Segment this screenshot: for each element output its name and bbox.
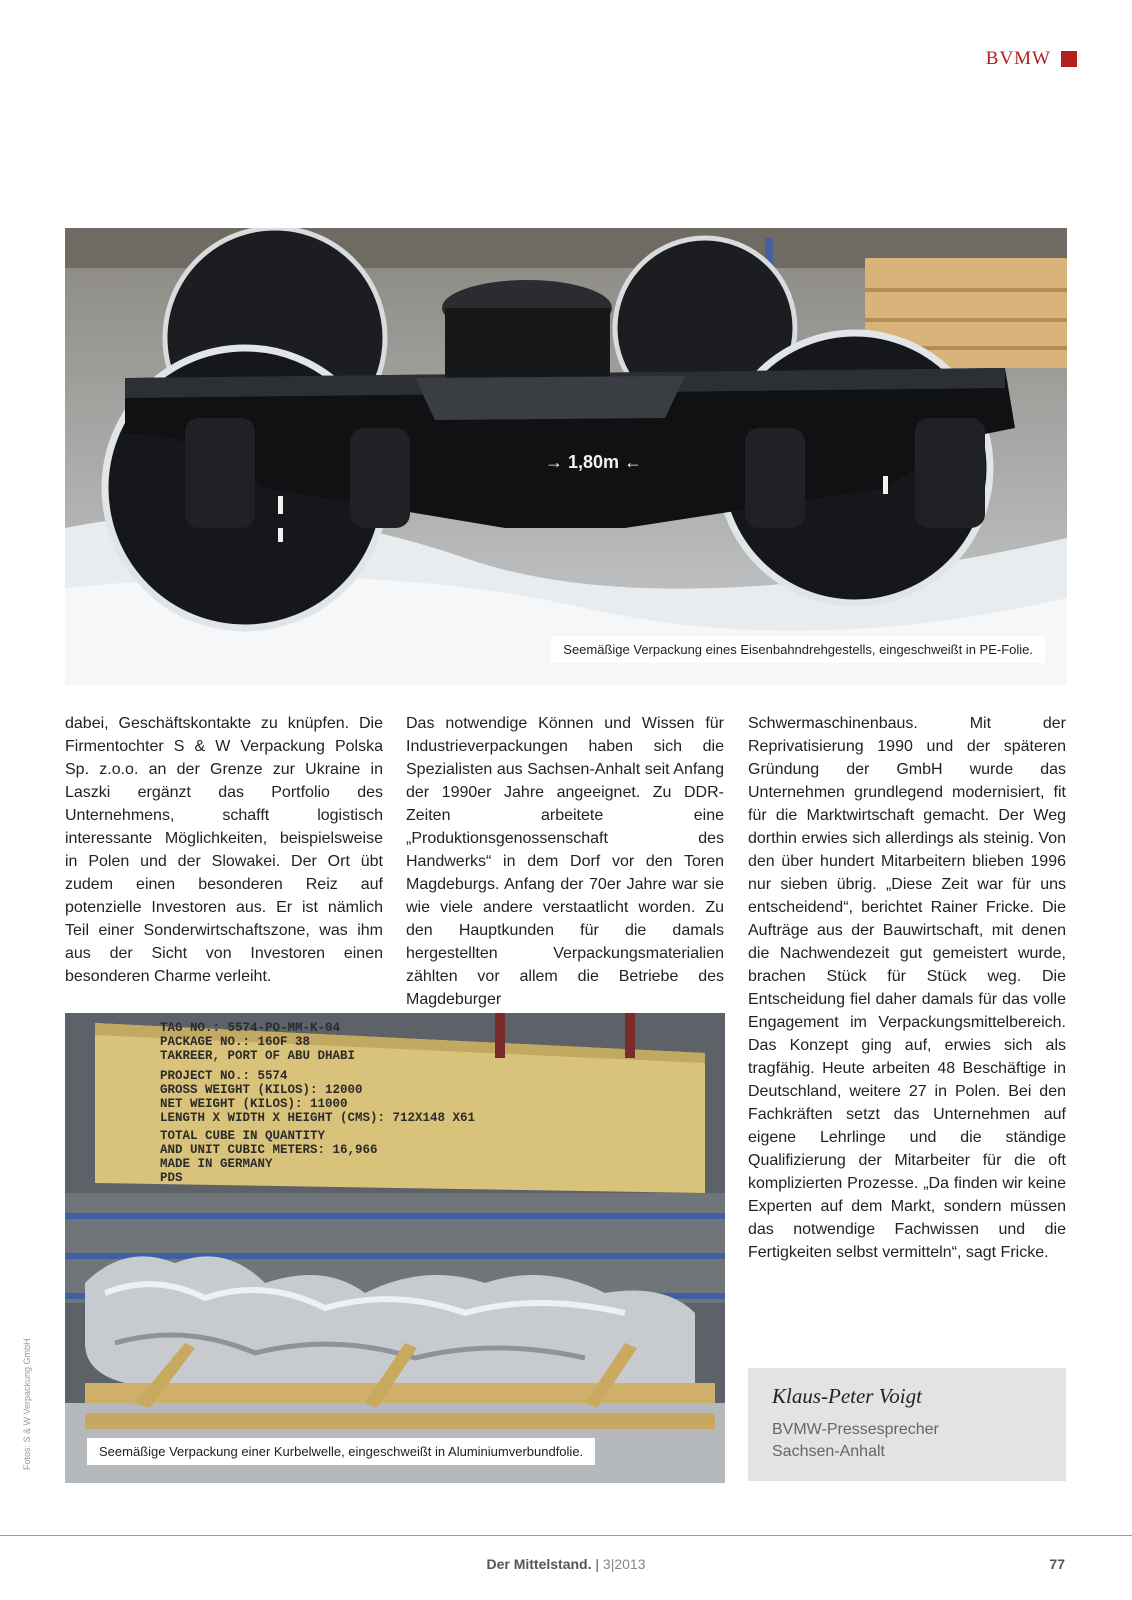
text-column-3 bbox=[748, 712, 1066, 1264]
crate-line-9: AND UNIT CUBIC METERS: 16,966 bbox=[160, 1143, 378, 1157]
publication-name: Der Mittelstand. bbox=[486, 1556, 592, 1572]
crate-line-3: TAKREER, PORT OF ABU DHABI bbox=[160, 1049, 356, 1063]
column-2-text: Das notwendige Können und Wissen für Industrieverpackungen haben sich die Spezialisten aus Sachsen-Anhalt seit Anfang der 1990er Jahre angeeignet. Zu DDR-Zeiten arbeitete eine „Produktionsgenossenschaft des Handwerks“ in dem Dorf vor den Toren Magdeburgs. Anfang der 70er Jahre war sie wie viele andere verstaatlicht worden. Zu den Hauptkunden für die damals hergestellten Verpackungsmaterialien zählten vor allem die Betriebe des Magdeburger bbox=[406, 715, 724, 1008]
footer-separator: | bbox=[591, 1556, 603, 1572]
author-region: Sachsen-Anhalt bbox=[772, 1443, 885, 1460]
author-box bbox=[748, 1368, 1066, 1481]
brand-label: BVMW bbox=[985, 48, 1051, 69]
page-number: 77 bbox=[1049, 1556, 1065, 1572]
text-column-2 bbox=[406, 712, 724, 1011]
caption-top: Seemäßige Verpackung eines Eisenbahndrehgestells, eingeschweißt in PE-Folie. bbox=[551, 636, 1045, 663]
crate-line-5: GROSS WEIGHT (KILOS): 12000 bbox=[160, 1083, 363, 1097]
header-brand bbox=[986, 48, 1077, 70]
bogie-illustration bbox=[65, 228, 1067, 685]
caption-bottom: Seemäßige Verpackung einer Kurbelwelle, eingeschweißt in Aluminiumverbundfolie. bbox=[87, 1438, 595, 1465]
crate-line-7: LENGTH X WIDTH X HEIGHT (CMS): 712X148 X61 bbox=[160, 1111, 476, 1125]
column-3-text: Schwermaschinenbaus. Mit der Reprivatisierung 1990 und der späteren Gründung der GmbH wurde das Unternehmen grundlegend modernisiert, fit für die Marktwirtschaft gemacht. Der Weg dorthin erwies sich allerdings als steinig. Von den über hundert Mitarbeitern blieben 1996 nur sieben übrig. „Diese Zeit war für uns entscheidend“, berichtet Rainer Fricke. Die Aufträge aus der Bauwirtschaft, mit denen die Nachwendezeit gut gemeistert wurde, brachen Stück für Stück weg. Die Entscheidung fiel daher damals für das volle Engagement im Verpackungsmittelbereich. Das Konzept ging auf, erwies sich als tragfähig. Heute arbeiten 48 Beschäftige in Deutschland, weitere 27 in Polen. Bei den Fachkräften setzt das Unternehmen auf eigene Lehrlinge und die ständige Qualifizierung der Mitarbeiter für die oft komplizierten Prozesse. „Da finden wir keine Experten auf dem Markt, sondern müssen das notwendige Fachwissen und die Fertigkeiten selbst vermitteln“, sagt Fricke. bbox=[748, 715, 1066, 1261]
crate-line-10: MADE IN GERMANY bbox=[160, 1157, 273, 1171]
photo-crankshaft-crate bbox=[65, 1013, 725, 1483]
bogie-marking: → 1,80m ← bbox=[545, 452, 643, 472]
issue-number: 3|2013 bbox=[602, 1556, 646, 1572]
column-1-text: dabei, Geschäftskontakte zu knüpfen. Die Firmentochter S & W Verpackung Polska Sp. z.o.o. an der Grenze zur Ukraine in Laszki ergänzt das Portfolio des Unternehmens, schafft logistisch interessante Möglichkeiten, beispielsweise in Polen und der Slowakei. Der Ort übt zudem einen besonderen Reiz auf potenzielle Investoren aus. Er ist nämlich Teil einer Sonderwirtschaftszone, was ihm aus der Sicht von Investoren einen besonderen Charme verleiht. bbox=[65, 715, 383, 985]
photo-railway-bogie bbox=[65, 228, 1067, 685]
author-name: Klaus-Peter Voigt bbox=[772, 1384, 922, 1408]
crate-line-2: PACKAGE NO.: 16OF 38 bbox=[160, 1035, 311, 1049]
crate-line-8: TOTAL CUBE IN QUANTITY bbox=[160, 1129, 326, 1143]
brand-square-icon bbox=[1061, 51, 1077, 67]
crate-line-1: TAG NO.: 5574-PO-MM-K-04 bbox=[160, 1021, 341, 1035]
author-role: BVMW-Pressesprecher bbox=[772, 1421, 939, 1438]
text-column-1 bbox=[65, 712, 383, 988]
crate-line-6: NET WEIGHT (KILOS): 11000 bbox=[160, 1097, 348, 1111]
footer-publication bbox=[0, 1556, 1132, 1572]
photo-credit: Fotos: S & W Verpackung GmbH bbox=[22, 1338, 32, 1470]
crate-line-4: PROJECT NO.: 5574 bbox=[160, 1069, 288, 1083]
crate-illustration bbox=[65, 1013, 725, 1483]
crate-line-11: PDS bbox=[160, 1171, 183, 1185]
footer-divider bbox=[0, 1535, 1132, 1536]
